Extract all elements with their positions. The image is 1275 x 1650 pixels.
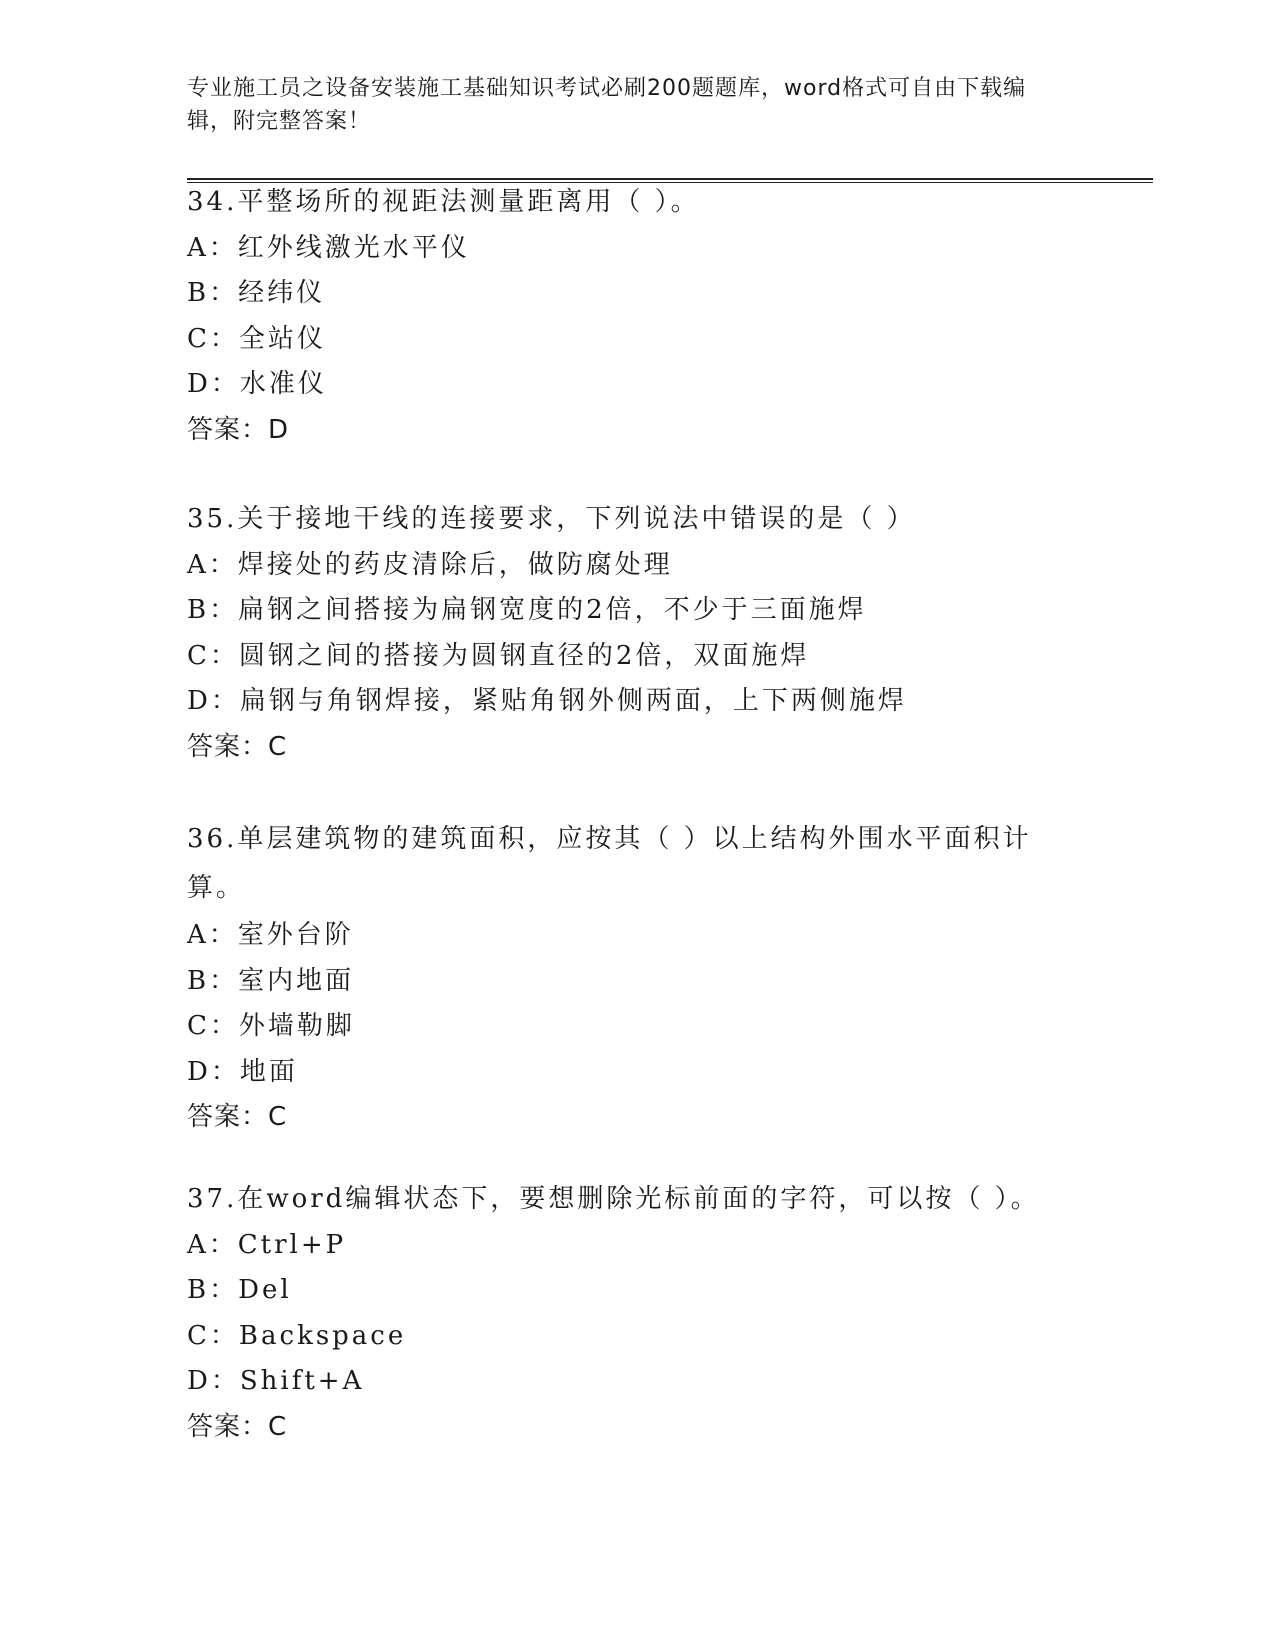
option-d: D：地面: [187, 1056, 298, 1087]
question-stem: 37.在word编辑状态下，要想删除光标前面的字符，可以按（ ）。: [187, 1184, 1040, 1214]
option-c: C：Backspace: [187, 1320, 407, 1351]
question-35: [187, 497, 1087, 770]
document-header: 专业施工员之设备安装施工基础知识考试必刷200题题库，word格式可自由下载编辑，附完整答案！: [187, 76, 1027, 134]
answer: 答案：D: [187, 414, 290, 445]
question-36: [187, 815, 1087, 1141]
option-d: D：水准仪: [187, 369, 327, 399]
option-a: A：焊接处的药皮清除后，做防腐处理: [187, 549, 673, 580]
option-c: C：圆钢之间的搭接为圆钢直径的2倍，双面施焊: [187, 640, 810, 671]
question-34: [187, 180, 1087, 453]
option-c: C：全站仪: [187, 323, 326, 354]
option-a: A：室外台阶: [187, 920, 354, 950]
answer: 答案：C: [187, 731, 288, 762]
option-c: C：外墙勒脚: [187, 1011, 355, 1041]
question-stem: 36.单层建筑物的建筑面积，应按其（ ）以上结构外围水平面积计算。: [187, 824, 1032, 903]
option-a: A：红外线激光水平仪: [187, 232, 470, 263]
option-b: B：扁钢之间搭接为扁钢宽度的2倍，不少于三面施焊: [187, 595, 867, 625]
question-stem: 34.平整场所的视距法测量距离用（ ）。: [187, 187, 700, 217]
option-d: D：扁钢与角钢焊接，紧贴角钢外侧两面，上下两侧施焊: [187, 686, 907, 716]
answer: 答案：C: [187, 1102, 288, 1132]
option-b: B：经纬仪: [187, 278, 326, 308]
question-stem: 35.关于接地干线的连接要求，下列说法中错误的是（ ）: [187, 504, 916, 534]
option-d: D：Shift+A: [187, 1366, 365, 1396]
question-37: [187, 1177, 1087, 1450]
option-b: B：室内地面: [187, 965, 355, 996]
option-a: A：Ctrl+P: [187, 1229, 347, 1260]
option-b: B：Del: [187, 1275, 292, 1305]
answer: 答案：C: [187, 1411, 288, 1442]
